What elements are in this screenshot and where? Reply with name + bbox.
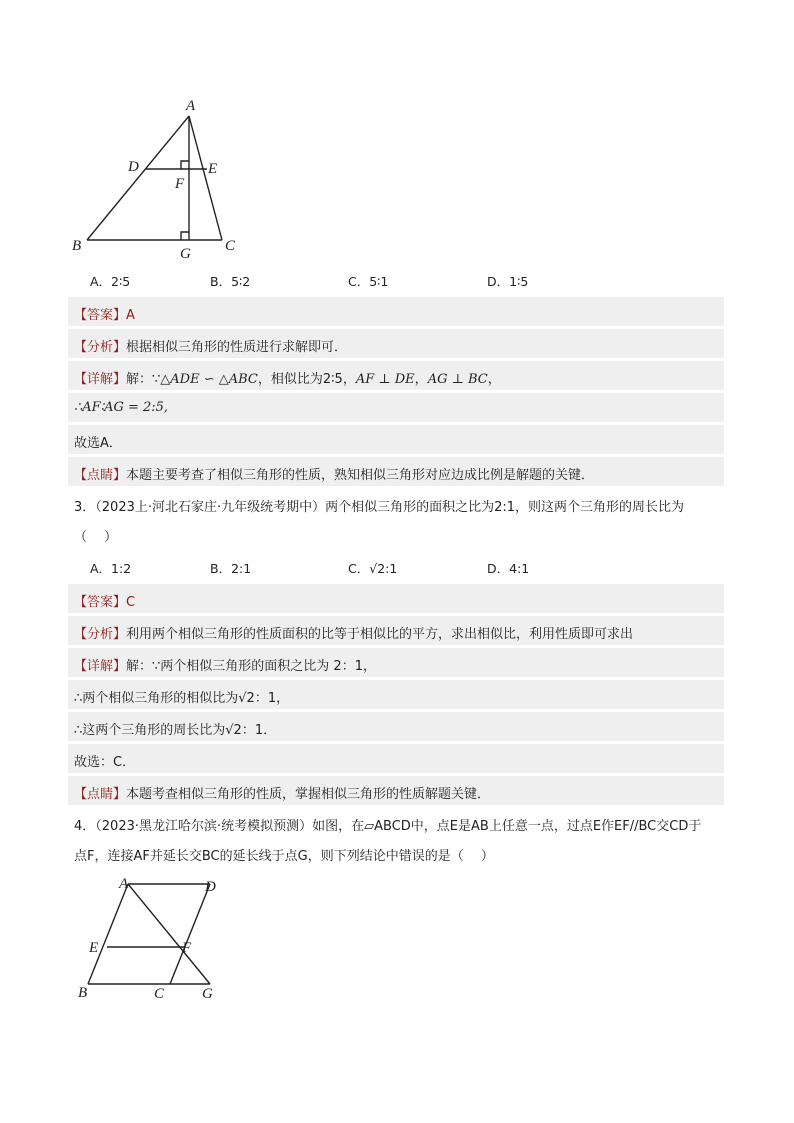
- q3-detail-line3: ∴这两个三角形的周长比为√2：1．: [74, 723, 277, 738]
- answer-value: A: [126, 308, 135, 323]
- q3-stem-line1: 3．（2023上·河北石家庄·九年级统考期中）两个相似三角形的面积之比为2:1，则这两个三角形的周长比为: [74, 500, 685, 515]
- fig2-label-C: C: [154, 986, 165, 1002]
- fig2-label-F: F: [182, 940, 192, 956]
- parallelogram-figure: [74, 872, 234, 1008]
- label-B: B: [72, 238, 82, 254]
- detail-perp2: AG ⊥ BC: [427, 372, 488, 387]
- q3-detail-text: 解：∵两个相似三角形的面积之比为 2：1，: [126, 659, 376, 674]
- comment-tag: 【点睛】: [74, 468, 127, 483]
- option-c[interactable]: C．5∶1: [348, 274, 389, 289]
- detail-math: △ADE ∽ △ABC: [160, 372, 258, 387]
- analysis-text: 根据相似三角形的性质进行求解即可．: [126, 340, 348, 355]
- label-E: E: [208, 161, 218, 177]
- detail-sep: ，: [342, 372, 356, 387]
- detail-lead: 解：∵: [126, 372, 161, 387]
- q3-detail-tag: 【详解】: [74, 659, 127, 674]
- q3-stem-line2: （ ）: [74, 530, 118, 545]
- label-G: G: [180, 246, 191, 262]
- option-a[interactable]: A．2∶5: [90, 274, 131, 289]
- q3-answer-value: C: [126, 595, 136, 610]
- detail-row: [74, 368, 501, 387]
- comment-text: 本题主要考查了相似三角形的性质，熟知相似三角形对应边成比例是解题的关键．: [126, 468, 595, 483]
- analysis-tag: 【分析】: [74, 340, 127, 355]
- label-F: F: [175, 176, 185, 192]
- q3-comment-text: 本题考查相似三角形的性质，掌握相似三角形的性质解题关键．: [126, 787, 491, 802]
- q3-option-d[interactable]: D．4:1: [487, 561, 530, 576]
- q4-stem-line2: 点F，连接AF并延长交BC的延长线于点G，则下列结论中错误的是（ ）: [74, 849, 494, 864]
- q3-choose-line: 故选：C．: [74, 755, 136, 770]
- detail-mid: ，相似比为: [257, 372, 323, 387]
- fig2-label-B: B: [78, 985, 88, 1001]
- detail-ratio: 2∶5: [322, 372, 343, 387]
- answer-row: [74, 304, 135, 323]
- detail-end: ，: [487, 372, 501, 387]
- label-D: D: [128, 159, 139, 175]
- fig2-label-E: E: [89, 940, 99, 956]
- fig2-label-A: A: [119, 876, 129, 892]
- fig2-label-G: G: [202, 986, 213, 1002]
- q3-option-c[interactable]: C．√2:1: [348, 561, 398, 576]
- q4-stem-line1: 4．（2023·黑龙江哈尔滨·统考模拟预测）如图，在▱ABCD中，点E是AB上任意一点，过点E作EF//BC交CD于: [74, 819, 702, 834]
- triangle-figure: [66, 92, 256, 264]
- choose-line: 故选A．: [74, 436, 122, 451]
- detail-line2: ∴AF∶AG = 2:5,: [74, 400, 169, 415]
- q3-answer-tag: 【答案】: [74, 595, 127, 610]
- answer-tag: 【答案】: [74, 308, 127, 323]
- option-b[interactable]: B．5∶2: [210, 274, 251, 289]
- comment-row: [74, 464, 594, 483]
- detail-perp1: AF ⊥ DE: [355, 372, 415, 387]
- q3-option-b[interactable]: B．2:1: [210, 561, 252, 576]
- q3-comment-row: [74, 783, 490, 802]
- detail-sep2: ，: [414, 372, 428, 387]
- label-A: A: [186, 98, 196, 114]
- q3-detail-row: [74, 655, 376, 674]
- fig2-label-D: D: [205, 879, 216, 895]
- q3-analysis-row: [74, 623, 633, 642]
- detail-tag: 【详解】: [74, 372, 127, 387]
- option-d[interactable]: D．1∶5: [487, 274, 529, 289]
- q3-option-a[interactable]: A．1:2: [90, 561, 132, 576]
- q3-analysis-tag: 【分析】: [74, 627, 127, 642]
- q3-analysis-text: 利用两个相似三角形的性质面积的比等于相似比的平方，求出相似比，利用性质即可求出: [126, 627, 634, 642]
- q3-answer-row: [74, 591, 135, 610]
- q3-comment-tag: 【点睛】: [74, 787, 127, 802]
- q3-detail-line2: ∴两个相似三角形的相似比为√2：1，: [74, 691, 290, 706]
- analysis-row: [74, 336, 347, 355]
- label-C: C: [225, 238, 236, 254]
